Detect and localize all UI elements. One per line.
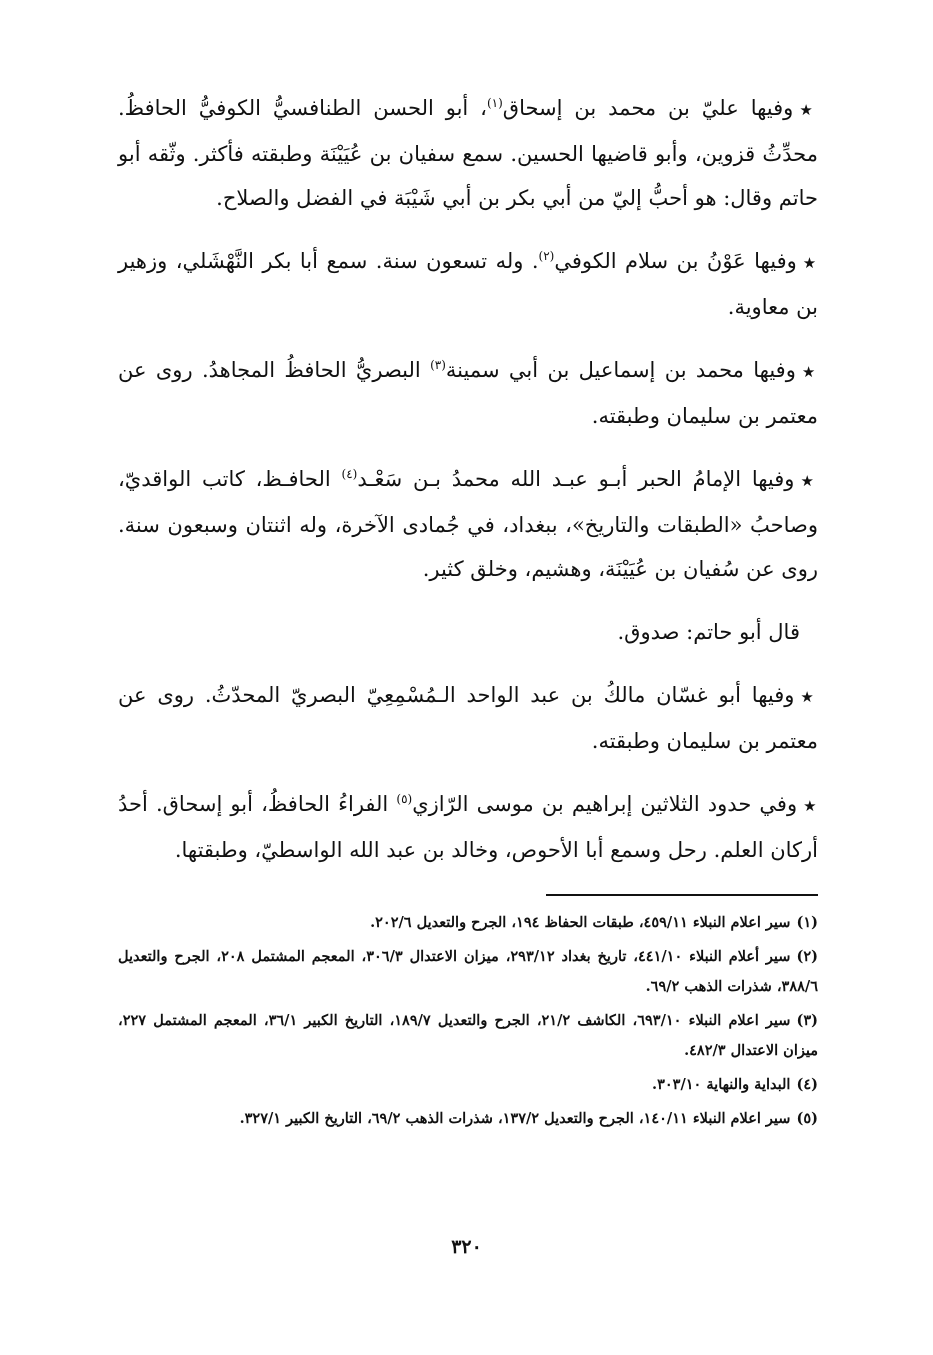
footnote-number: (٥) xyxy=(796,1110,818,1127)
star-icon: ★ xyxy=(800,688,818,706)
footnote-number: (٣) xyxy=(796,1012,819,1029)
entry-text: وفيها عليّ بن محمد بن إسحاق xyxy=(502,96,794,120)
entry-text: وفيها أبو غسّان مالكُ بن عبد الواحد الـمُسْمِعِيّ البصريّ المحدّثُ. روى عن معتمر بن سليمان وطبقته. xyxy=(118,683,818,753)
entry-text: وفي حدود الثلاثين إبراهيم بن موسى الرّازي xyxy=(412,792,798,816)
footnote-number: (١) xyxy=(796,914,818,931)
star-icon: ★ xyxy=(800,472,818,490)
footnote-4 xyxy=(118,1070,818,1100)
entry-text-continued: . وله تسعون سنة. سمع أبا بكر النَّهْشَلي، وزهير بن معاوية. xyxy=(118,249,818,319)
footnote-ref[interactable]: (١) xyxy=(486,96,503,110)
entry-ali-ibn-muhammad xyxy=(118,86,818,220)
entry-text: وفيها محمد بن إسماعيل بن أبي سمينة xyxy=(445,358,796,382)
entry-awn-ibn-salam xyxy=(118,239,818,329)
footnote-ref[interactable]: (٢) xyxy=(538,249,555,263)
page-body xyxy=(118,86,818,1138)
footnote-2 xyxy=(118,942,818,1002)
footnote-text: سير أعلام النبلاء ٤٤١/١٠، تاريخ بغداد ٢٩٣/١٢، ميزان الاعتدال ٣٠٦/٣، المعجم المشتمل ٢٠٨، الجرح والتعديل ٣٨٨/٦، شذرات الذهب ٦٩/٢. xyxy=(118,948,818,995)
entry-abu-ghassan xyxy=(118,673,818,763)
star-icon: ★ xyxy=(802,254,818,272)
footnotes-list xyxy=(118,908,818,1134)
entry-text-continued: الفراءُ الحافظُ، أبو إسحاق. أحدُ أركان العلم. رحل وسمع أبا الأحوص، وخالد بن عبد الله الواسطيّ، وطبقتها. xyxy=(118,792,818,862)
quote-text: قال أبو حاتم: صدوق. xyxy=(617,620,800,644)
footnote-1 xyxy=(118,908,818,938)
footnote-3 xyxy=(118,1006,818,1066)
star-icon: ★ xyxy=(799,101,819,119)
entry-abu-hatim-quote xyxy=(118,610,818,654)
entry-ibrahim-ibn-musa xyxy=(118,782,818,872)
footnote-5 xyxy=(118,1104,818,1134)
footnote-text: سير اعلام النبلاء ١٤٠/١١، الجرح والتعديل ١٣٧/٢، شذرات الذهب ٦٩/٢، التاريخ الكبير ٣٢٧/١. xyxy=(239,1110,791,1127)
footnote-ref[interactable]: (٤) xyxy=(341,467,358,481)
footnote-ref[interactable]: (٥) xyxy=(396,792,413,806)
star-icon: ★ xyxy=(803,797,818,815)
star-icon: ★ xyxy=(801,363,818,381)
entry-text: وفيها الإمامُ الحبر أبـو عبـد الله محمدُ بـن سَعْـد xyxy=(357,467,795,491)
footnote-text: سير اعلام النبلاء ٤٥٩/١١، طبقات الحفاظ ١٩٤، الجرح والتعديل ٢٠٢/٦. xyxy=(370,914,791,931)
entry-ibn-sad xyxy=(118,457,818,591)
page-number: ٣٢٠ xyxy=(451,1236,482,1258)
entry-muhammad-ibn-ismail xyxy=(118,348,818,438)
footnote-number: (٤) xyxy=(796,1076,818,1093)
entry-text-continued: البصريُّ الحافظُ المجاهدُ. روى عن معتمر بن سليمان وطبقته. xyxy=(118,358,818,428)
footnote-ref[interactable]: (٣) xyxy=(430,358,446,372)
footnote-divider xyxy=(546,894,818,896)
footnote-text: سير اعلام النبلاء ٦٩٣/١٠، الكاشف ٢١/٢، الجرح والتعديل ١٨٩/٧، التاريخ الكبير ٣٦/١، المعجم المشتمل ٢٢٧، ميزان الاعتدال ٤٨٢/٣. xyxy=(118,1012,818,1059)
footnote-text: البداية والنهاية ٣٠٣/١٠. xyxy=(652,1076,791,1093)
entry-text-continued: ، أبو الحسن الطنافسيُّ الكوفيُّ الحافظُ. محدِّثُ قزوين، وأبو قاضيها الحسين. سمع سفيان بن عُيَيْنَة وطبقته فأكثر. وثّقه أبو حاتم وقال: هو أحبُّ إليّ من أبي بكر بن أبي شَيْبَة في الفضل والصلاح. xyxy=(118,96,818,210)
entry-text: وفيها عَوْنُ بن سلام الكوفي xyxy=(554,249,797,273)
footnote-number: (٢) xyxy=(796,948,819,965)
entry-text-continued: الحافـظ، كاتب الواقديّ، وصاحبُ «الطبقات والتاريخ»، ببغداد، في جُمادى الآخرة، وله اثنتان وسبعون سنة. روى عن سُفيان بن عُيَيْنَة، وهشيم، وخلق كثير. xyxy=(118,467,818,581)
